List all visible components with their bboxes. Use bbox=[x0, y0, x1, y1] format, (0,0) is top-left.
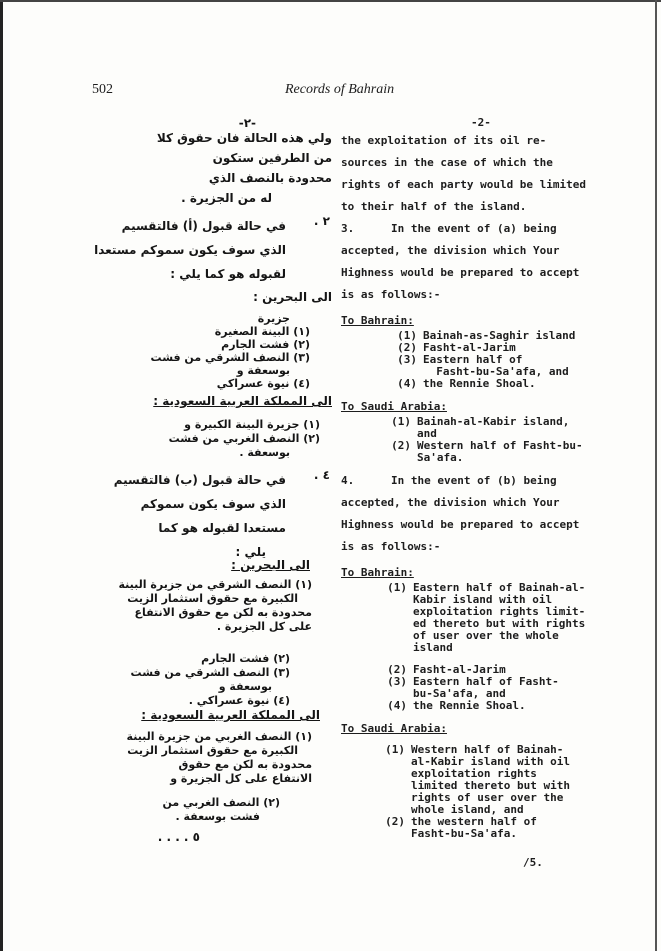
list-item: (4) the Rennie Shoal. bbox=[397, 377, 536, 390]
arabic-bahrain-heading: الى البحرين : bbox=[253, 290, 332, 304]
arabic-line: على كل الجزيرة . bbox=[216, 620, 312, 633]
arabic-bahrain-list-2b bbox=[130, 652, 290, 708]
arabic-line: فشت بوسعفة . bbox=[175, 810, 260, 823]
english-page-marker: -2- bbox=[471, 116, 491, 129]
scan-top-edge bbox=[0, 0, 661, 2]
arabic-line: محدودة به لكن مع حقوق الانتفاع bbox=[134, 606, 312, 619]
arabic-line: (٣) النصف الشرقي من فشت bbox=[130, 666, 290, 679]
page-number: 502 bbox=[92, 82, 113, 97]
arabic-line: من الطرفين ستكون bbox=[212, 151, 332, 165]
heading-to-bahrain: To Bahrain: bbox=[341, 314, 414, 327]
arabic-saudi-list-2 bbox=[82, 730, 312, 786]
arabic-bahrain-list-2 bbox=[72, 578, 312, 634]
arabic-intro bbox=[70, 128, 332, 208]
english-para-4-first bbox=[341, 470, 631, 492]
arabic-line: (٤) نيوة عسراكي . bbox=[188, 694, 290, 707]
arabic-page-marker: -٢- bbox=[238, 116, 256, 130]
para-number: 4. bbox=[341, 474, 355, 487]
arabic-line: في حالة قبول (ب) فالتقسيم bbox=[113, 473, 286, 487]
arabic-line: (١) النصف الشرقي من جزيرة البينة bbox=[118, 578, 312, 591]
arabic-line: (١) البينة الصغيرة bbox=[214, 325, 310, 338]
english-line: Highness would be prepared to accept bbox=[341, 266, 580, 279]
list-item: (1) Bainah-al-Kabir island, and bbox=[391, 415, 570, 440]
english-para-3-first bbox=[341, 218, 631, 240]
english-column bbox=[341, 116, 631, 874]
arabic-line: (١) جزيرة البينة الكبيرة و bbox=[184, 418, 320, 431]
arabic-line: الكبيرة مع حقوق استثمار الزيت bbox=[127, 744, 298, 757]
arabic-line: بوسعفة . bbox=[239, 446, 290, 459]
arabic-para-4 bbox=[90, 468, 286, 564]
arabic-line: الانتفاع على كل الجزيرة و bbox=[170, 772, 312, 785]
arabic-para-num: ٤ . bbox=[313, 468, 330, 482]
saudi-list bbox=[389, 416, 631, 464]
saudi-list-2 bbox=[383, 738, 631, 840]
para-number: 3. bbox=[341, 222, 355, 235]
arabic-line: بوسعفة و bbox=[236, 364, 290, 377]
arabic-line: جزيرة bbox=[257, 312, 290, 325]
arabic-line: له من الجزيرة . bbox=[181, 191, 272, 205]
english-line: is as follows:- bbox=[341, 540, 441, 553]
list-item: (4) the Rennie Shoal. bbox=[387, 699, 526, 712]
scan-right-edge bbox=[655, 0, 657, 951]
arabic-line: بوسعفة و bbox=[218, 680, 272, 693]
arabic-bahrain-list bbox=[100, 312, 310, 390]
english-line: In the event of (a) being bbox=[391, 222, 557, 235]
heading-to-saudi-arabia: To Saudi Arabia: bbox=[341, 400, 447, 413]
list-item: (3) Eastern half of Fasht- bu-Sa'afa, and bbox=[387, 675, 559, 700]
english-line: rights of each party would be limited bbox=[341, 178, 587, 191]
arabic-saudi-list bbox=[90, 418, 320, 460]
heading-to-saudi-arabia-2: To Saudi Arabia: bbox=[341, 722, 447, 735]
scan-left-edge bbox=[0, 0, 3, 951]
english-line: is as follows:- bbox=[341, 288, 441, 301]
english-line: sources in the case of which the bbox=[341, 156, 553, 169]
next-page-marker: /5. bbox=[523, 856, 543, 869]
arabic-line: مستعدا لقبوله هو كما bbox=[158, 521, 286, 535]
arabic-line: في حالة قبول (أ) فالتقسيم bbox=[121, 219, 286, 233]
arabic-line: (٢) النصف الغربي من bbox=[162, 796, 280, 809]
arabic-line: (١) النصف الغربي من جزيرة البينة bbox=[126, 730, 312, 743]
arabic-saudi-heading: الى المملكة العربية السعودية : bbox=[153, 394, 332, 408]
arabic-line: محدودة به لكن مع حقوق bbox=[178, 758, 312, 771]
arabic-line: الذي سوف يكون سموكم مستعدا bbox=[94, 243, 286, 257]
list-item: (1) Eastern half of Bainah-al- Kabir island with oil exploitation rights limit- ed thereto but with rights of user over the whole island bbox=[387, 581, 586, 654]
arabic-line: الذي سوف يكون سموكم bbox=[140, 497, 286, 511]
english-line: accepted, the division which Your bbox=[341, 496, 560, 509]
list-item: (2) Western half of Fasht-bu- Sa'afa. bbox=[391, 439, 583, 464]
list-item: (3) Eastern half of Fasht-bu-Sa'afa, and bbox=[397, 353, 569, 378]
arabic-line: (٢) فشت الجارم bbox=[201, 652, 290, 665]
arabic-line: لقبوله هو كما يلي : bbox=[170, 267, 286, 281]
arabic-para-5: ٥ . . . . bbox=[157, 830, 200, 844]
arabic-line: (٣) النصف الشرقي من فشت bbox=[150, 351, 310, 364]
arabic-line: (٤) نيوة عسراكي bbox=[216, 377, 310, 390]
english-line: to their half of the island. bbox=[341, 200, 527, 213]
arabic-bahrain-heading-2: الى البحرين : bbox=[231, 558, 310, 572]
arabic-saudi-list-2b bbox=[120, 796, 280, 824]
arabic-para-num: ٢ . bbox=[313, 214, 330, 228]
english-line: Highness would be prepared to accept bbox=[341, 518, 580, 531]
english-line: the exploitation of its oil re- bbox=[341, 134, 547, 147]
list-item: (2) the western half of Fasht-bu-Sa'afa. bbox=[385, 815, 537, 840]
bahrain-list-2 bbox=[385, 582, 631, 712]
list-item: (2) Fasht-al-Jarim bbox=[387, 663, 506, 676]
list-item: (1) Bainah-as-Saghir island bbox=[397, 329, 576, 342]
arabic-line: ولي هذه الحالة فان حقوق كلا bbox=[156, 131, 332, 145]
arabic-line: (٢) فشت الجارم bbox=[221, 338, 310, 351]
running-title: Records of Bahrain bbox=[285, 82, 395, 97]
english-line: accepted, the division which Your bbox=[341, 244, 560, 257]
arabic-line: (٢) النصف الغربي من فشت bbox=[168, 432, 320, 445]
list-item: (1) Western half of Bainah- al-Kabir island with oil exploitation rights limited thereto but with rights of user over the whole island, and bbox=[385, 743, 570, 816]
bahrain-list bbox=[395, 330, 631, 390]
arabic-line: الكبيرة مع حقوق استثمار الزيت bbox=[127, 592, 298, 605]
heading-to-bahrain-2: To Bahrain: bbox=[341, 566, 414, 579]
arabic-para-2 bbox=[60, 214, 286, 286]
arabic-line: محدودة بالنصف الذي bbox=[208, 171, 332, 185]
english-line: In the event of (b) being bbox=[391, 474, 557, 487]
arabic-saudi-heading-2: الى المملكة العربية السعودية : bbox=[141, 708, 320, 722]
list-item: (2) Fasht-al-Jarim bbox=[397, 341, 516, 354]
arabic-line: يلي : bbox=[235, 545, 266, 559]
